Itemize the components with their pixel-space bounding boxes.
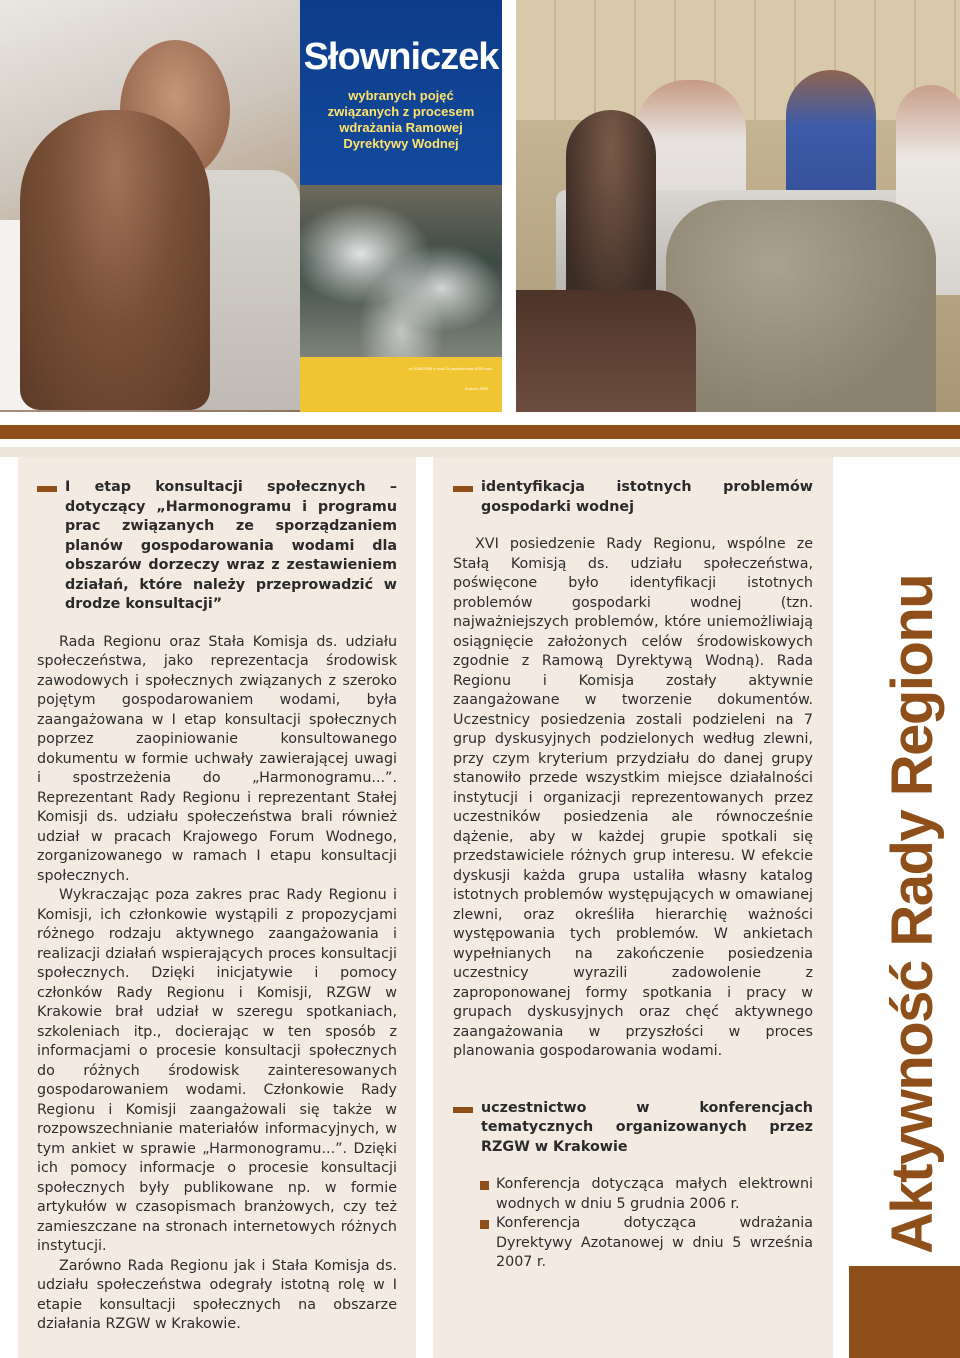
list-item-text: Konferencja dotycząca wdrażania Dyrektywy Azotanowej w dniu 5 września 2007 r. <box>496 1215 813 1270</box>
cover-decision-text: nr 2060/2005 z dnia 23 października 2005 roku <box>408 366 492 371</box>
heading-bullet <box>453 1107 473 1113</box>
square-bullet-icon <box>480 1220 489 1229</box>
section-heading-text: I etap konsultacji społecznych – dotyczący „Harmonogramu i programu prac związanych ze sporządzaniem planów gospodarowania wodami dla obszarów dorzeczy wraz z zestawieniem działań, które należy przeprowadzić w drodze konsultacji” <box>65 479 397 612</box>
meeting-photo-right <box>516 0 960 412</box>
section-heading-text: identyfikacja istotnych problemów gospodarki wodnej <box>481 479 813 515</box>
section-heading <box>453 478 813 517</box>
heading-bullet <box>37 486 57 492</box>
left-column <box>37 478 397 1335</box>
list-item <box>475 1175 813 1214</box>
corner-block <box>849 1266 960 1358</box>
heading-bullet <box>453 486 473 492</box>
cover-subtitle-line: związanych z procesem <box>327 104 475 119</box>
brochure-cover-image <box>300 0 502 412</box>
list-item <box>475 1214 813 1273</box>
body-paragraph: Rada Regionu oraz Stała Komisja ds. udziału społeczeństwa, jako reprezentacja środowisk zawodowych i społecznych związanych z szeroko pojętym gospodarowaniem wodami, była zaangażowana w I etap konsultacji społecznych poprzez zaopiniowanie konsultowanego dokumentu w formie uchwały zawierającej uwagi i spostrzeżenia do „Harmonogramu...”. Reprezentant Rady Regionu i reprezentant Stałej Komisji ds. udziału społeczeństwa brali również udział w pracach Krajowego Forum Wodnego, zorganizowanego w ramach I etapu konsultacji społecznych. <box>37 633 397 884</box>
photo-shape <box>786 70 876 210</box>
photo-shape <box>20 110 210 410</box>
right-column <box>453 478 813 1273</box>
spacer <box>453 1157 813 1175</box>
spacer <box>453 1062 813 1099</box>
cover-subtitle-line: wybranych pojęć <box>348 88 454 103</box>
divider-bar <box>0 425 960 439</box>
photo-shape <box>666 200 936 412</box>
photo-shape <box>566 110 656 310</box>
list-item-text: Konferencja dotycząca małych elektrowni wodnych w dniu 5 grudnia 2006 r. <box>496 1176 813 1212</box>
spacer <box>453 517 813 535</box>
body-paragraph: Zarówno Rada Regionu jak i Stała Komisja ds. udziału społeczeństwa odegrały istotną rolę w I etapie konsultacji społecznych na obszarze działania RZGW w Krakowie. <box>37 1257 397 1332</box>
cover-subtitle-line: Dyrektywy Wodnej <box>343 136 459 151</box>
section-heading <box>37 478 397 615</box>
photo-shape <box>516 290 696 412</box>
spacer <box>37 615 397 633</box>
divider-stripe <box>0 447 960 457</box>
cover-city-year: Kraków 2005 <box>464 386 488 391</box>
cover-title: Słowniczek <box>303 36 499 78</box>
section-vertical-title: Aktywność Rady Regionu <box>880 574 945 1254</box>
body-paragraph: XVI posiedzenie Rady Regionu, wspólne ze Stałą Komisją ds. udziału społeczeństwa, poświęcone było identyfikacji istotnych problemów gospodarki wodnej (tzn. najważniejszych problemów, które uniemożliwiają osiągnięcie założonych celów środowiskowych zgodnie z Ramową Dyrektywą Wodną). Rada Regionu i Komisja zostały aktywnie zaangażowane w tworzenie dokumentów. Uczestnicy posiedzenia zostali podzieleni na 7 grup dyskusyjnych podzielonych według zlewni, przy czym kryterium przydziału do danej grupy stanowiło przede wszystkim miejsce działalności instytucji i organizacji reprezentowanych przez uczestników posiedzenia ale równocześnie dążenie, aby w każdej grupie spotkali się przedstawiciele różnych grup interesu. W efekcie dyskusji każda grupa ustaliła własny katalog istotnych problemów występujących w omawianej zlewni, oraz określiła hierarchię ważności występowania tych problemów. W ankietach wypełnianych na zakończenie posiedzenia uczestnicy wyrazili zadowolenie z zaproponowanej formy spotkania i pracy w grupach dyskusyjnych oraz chęć aktywnego zaangażowania w przyszłości w proces planowania gospodarowania wodami. <box>453 536 813 1059</box>
body-paragraph: Wykraczając poza zakres prac Rady Regionu i Komisji, ich członkowie wystąpili z propozycjami różnego rodzaju aktywnego zaangażowania i realizacji działań wspierających proces konsultacji społecznych. Dzięki inicjatywie i pomocy członków Rady Regionu i Komisji, RZGW w Krakowie brał udział w szeregu spotkaniach, szkoleniach itp., docierając w ten sposób z informacjami o procesie konsultacji społecznych do różnych środowisk zainteresowanych gospodarowaniem wodami. Członkowie Rady Regionu i Komisji zaangażowali się także w rozpowszechnianie materiałów informacyjnych, w tym ankiet w sprawie „Harmonogramu...”. Dzięki ich pomocy informacje o procesie konsultacji społecznych były publikowane np. w formie artykułów w czasopismach branżowych, czy też zamieszczane na stronach internetowych różnych instytucji. <box>37 887 397 1254</box>
cover-subtitle-line: wdrażania Ramowej <box>339 120 463 135</box>
square-bullet-icon <box>480 1181 489 1190</box>
meeting-photo-left <box>0 0 300 412</box>
conference-list <box>453 1175 813 1273</box>
section-heading <box>453 1099 813 1158</box>
cover-subtitle <box>300 88 502 152</box>
cover-river-photo <box>300 185 502 357</box>
section-heading-text: uczestnictwo w konferencjach tematycznych organizowanych przez RZGW w Krakowie <box>481 1099 813 1155</box>
